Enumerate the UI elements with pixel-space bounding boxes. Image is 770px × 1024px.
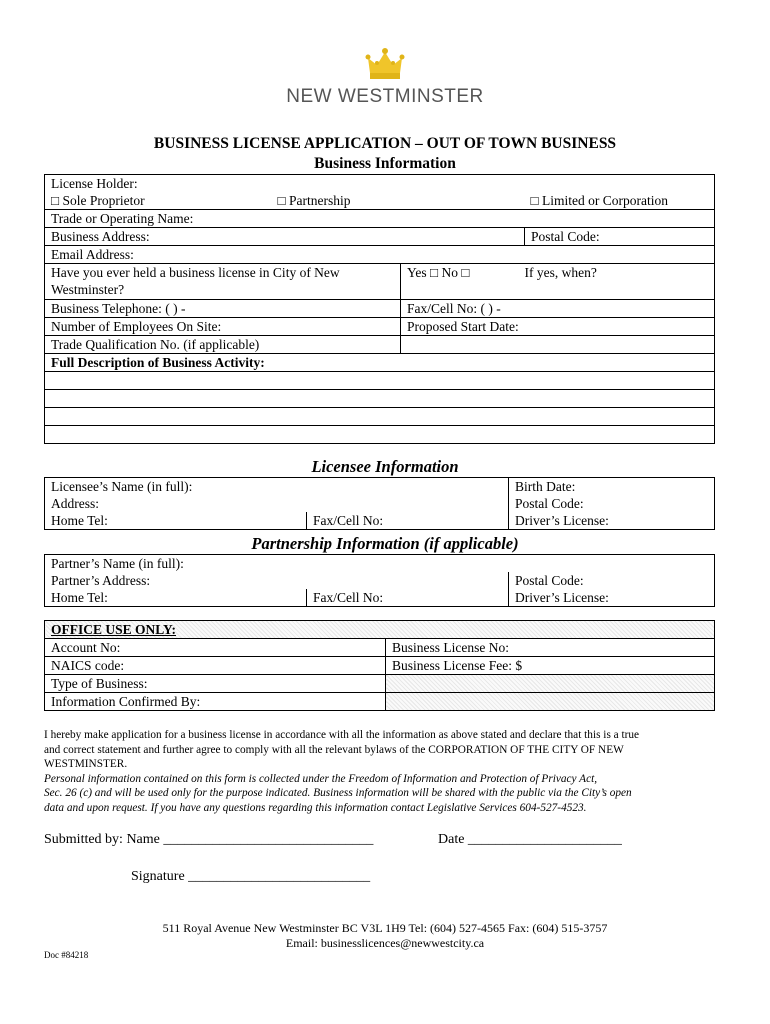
business-info-table xyxy=(44,174,715,444)
partnership-info-table xyxy=(44,554,715,607)
full-description-label: Full Description of Business Activity: xyxy=(45,354,715,372)
doc-number: Doc #84218 xyxy=(44,950,89,960)
shaded-cell xyxy=(386,693,715,711)
confirmed-by-field[interactable]: Information Confirmed By: xyxy=(45,693,386,711)
fax-cell-field[interactable]: Fax/Cell No: ( ) - xyxy=(401,300,715,318)
account-no-field[interactable]: Account No: xyxy=(45,639,386,657)
licensee-info-heading: Licensee Information xyxy=(311,457,459,476)
licensee-drivers-license-field[interactable]: Driver’s License: xyxy=(509,512,715,530)
date-field[interactable]: Date ______________________ xyxy=(438,832,622,847)
licensee-address-field[interactable]: Address: xyxy=(45,495,509,512)
business-address-field[interactable]: Business Address: xyxy=(45,228,525,246)
held-license-line1: Have you ever held a business license in City of New xyxy=(51,265,340,280)
licensee-postal-code-field[interactable]: Postal Code: xyxy=(509,495,715,512)
form-title: BUSINESS LICENSE APPLICATION – OUT OF TOWN BUSINESS xyxy=(153,135,617,152)
partner-fax-cell-field[interactable]: Fax/Cell No: xyxy=(307,589,509,607)
partner-postal-code-field[interactable]: Postal Code: xyxy=(509,572,715,589)
office-use-heading: OFFICE USE ONLY: xyxy=(45,621,715,639)
signature-field[interactable]: Signature __________________________ xyxy=(131,869,371,884)
trade-qualification-field[interactable]: Trade Qualification No. (if applicable) xyxy=(45,336,401,354)
partner-drivers-license-field[interactable]: Driver’s License: xyxy=(509,589,715,607)
trade-qualification-value[interactable] xyxy=(401,336,715,354)
postal-code-field[interactable]: Postal Code: xyxy=(525,228,715,246)
licensee-fax-cell-field[interactable]: Fax/Cell No: xyxy=(307,512,509,530)
description-line[interactable] xyxy=(45,408,715,426)
office-use-table xyxy=(44,620,715,711)
description-line[interactable] xyxy=(45,426,715,444)
telephone-field[interactable]: Business Telephone: ( ) - xyxy=(45,300,401,318)
privacy-line: Personal information contained on this form is collected under the Freedom of Information and Protection of Privacy Act, xyxy=(44,772,598,785)
crown-icon xyxy=(365,48,405,84)
naics-field[interactable]: NAICS code: xyxy=(45,657,386,675)
yes-no-checkboxes[interactable]: Yes □ No □ xyxy=(401,264,525,300)
held-license-line2: Westminster? xyxy=(51,282,125,297)
city-logo xyxy=(270,48,500,108)
declaration-line: WESTMINSTER. xyxy=(44,758,128,770)
licensee-home-tel-field[interactable]: Home Tel: xyxy=(45,512,307,530)
partnership-info-heading: Partnership Information (if applicable) xyxy=(251,534,519,553)
org-name: NEW WESTMINSTER xyxy=(286,86,484,107)
partner-home-tel-field[interactable]: Home Tel: xyxy=(45,589,307,607)
licensee-info-table xyxy=(44,477,715,530)
start-date-field[interactable]: Proposed Start Date: xyxy=(401,318,715,336)
partner-address-field[interactable]: Partner’s Address: xyxy=(45,572,509,589)
limited-checkbox[interactable]: □ Limited or Corporation xyxy=(525,192,715,210)
description-line[interactable] xyxy=(45,372,715,390)
license-holder-label: License Holder: xyxy=(45,175,715,193)
privacy-line: data and upon request. If you have any questions regarding this information contact Legislative Services 604-527-4523. xyxy=(44,801,587,814)
license-fee-field[interactable]: Business License Fee: $ xyxy=(386,657,715,675)
footer-address: 511 Royal Avenue New Westminster BC V3L 1H9 Tel: (604) 527-4565 Fax: (604) 515-3757 xyxy=(162,921,608,935)
business-info-heading: Business Information xyxy=(314,155,456,172)
description-line[interactable] xyxy=(45,390,715,408)
submitted-by-field[interactable]: Submitted by: Name ______________________________ xyxy=(44,832,374,847)
license-no-field[interactable]: Business License No: xyxy=(386,639,715,657)
partner-name-field[interactable]: Partner’s Name (in full): xyxy=(45,555,715,573)
partnership-checkbox[interactable]: □ Partnership xyxy=(272,192,525,210)
licensee-name-field[interactable]: Licensee’s Name (in full): xyxy=(45,478,509,496)
birth-date-field[interactable]: Birth Date: xyxy=(509,478,715,496)
trade-name-field[interactable]: Trade or Operating Name: xyxy=(45,210,715,228)
footer-email: Email: businesslicences@newwestcity.ca xyxy=(285,936,485,950)
declaration-line: I hereby make application for a business license in accordance with all the information as above stated and declare that this is a true xyxy=(44,729,640,741)
email-field[interactable]: Email Address: xyxy=(45,246,715,264)
declaration-text xyxy=(44,728,728,815)
held-license-question xyxy=(45,264,401,300)
declaration-line: and correct statement and further agree to comply with all the relevant bylaws of the CORPORATION OF THE CITY OF NEW xyxy=(44,743,624,756)
privacy-line: Sec. 26 (c) and will be used only for the purpose indicated. Business information will be shared with the public via the City’s open xyxy=(44,787,632,799)
shaded-cell xyxy=(386,675,715,693)
if-yes-when-field[interactable]: If yes, when? xyxy=(525,264,715,300)
sole-proprietor-checkbox[interactable]: □ Sole Proprietor xyxy=(45,192,272,210)
employees-field[interactable]: Number of Employees On Site: xyxy=(45,318,401,336)
business-type-field[interactable]: Type of Business: xyxy=(45,675,386,693)
